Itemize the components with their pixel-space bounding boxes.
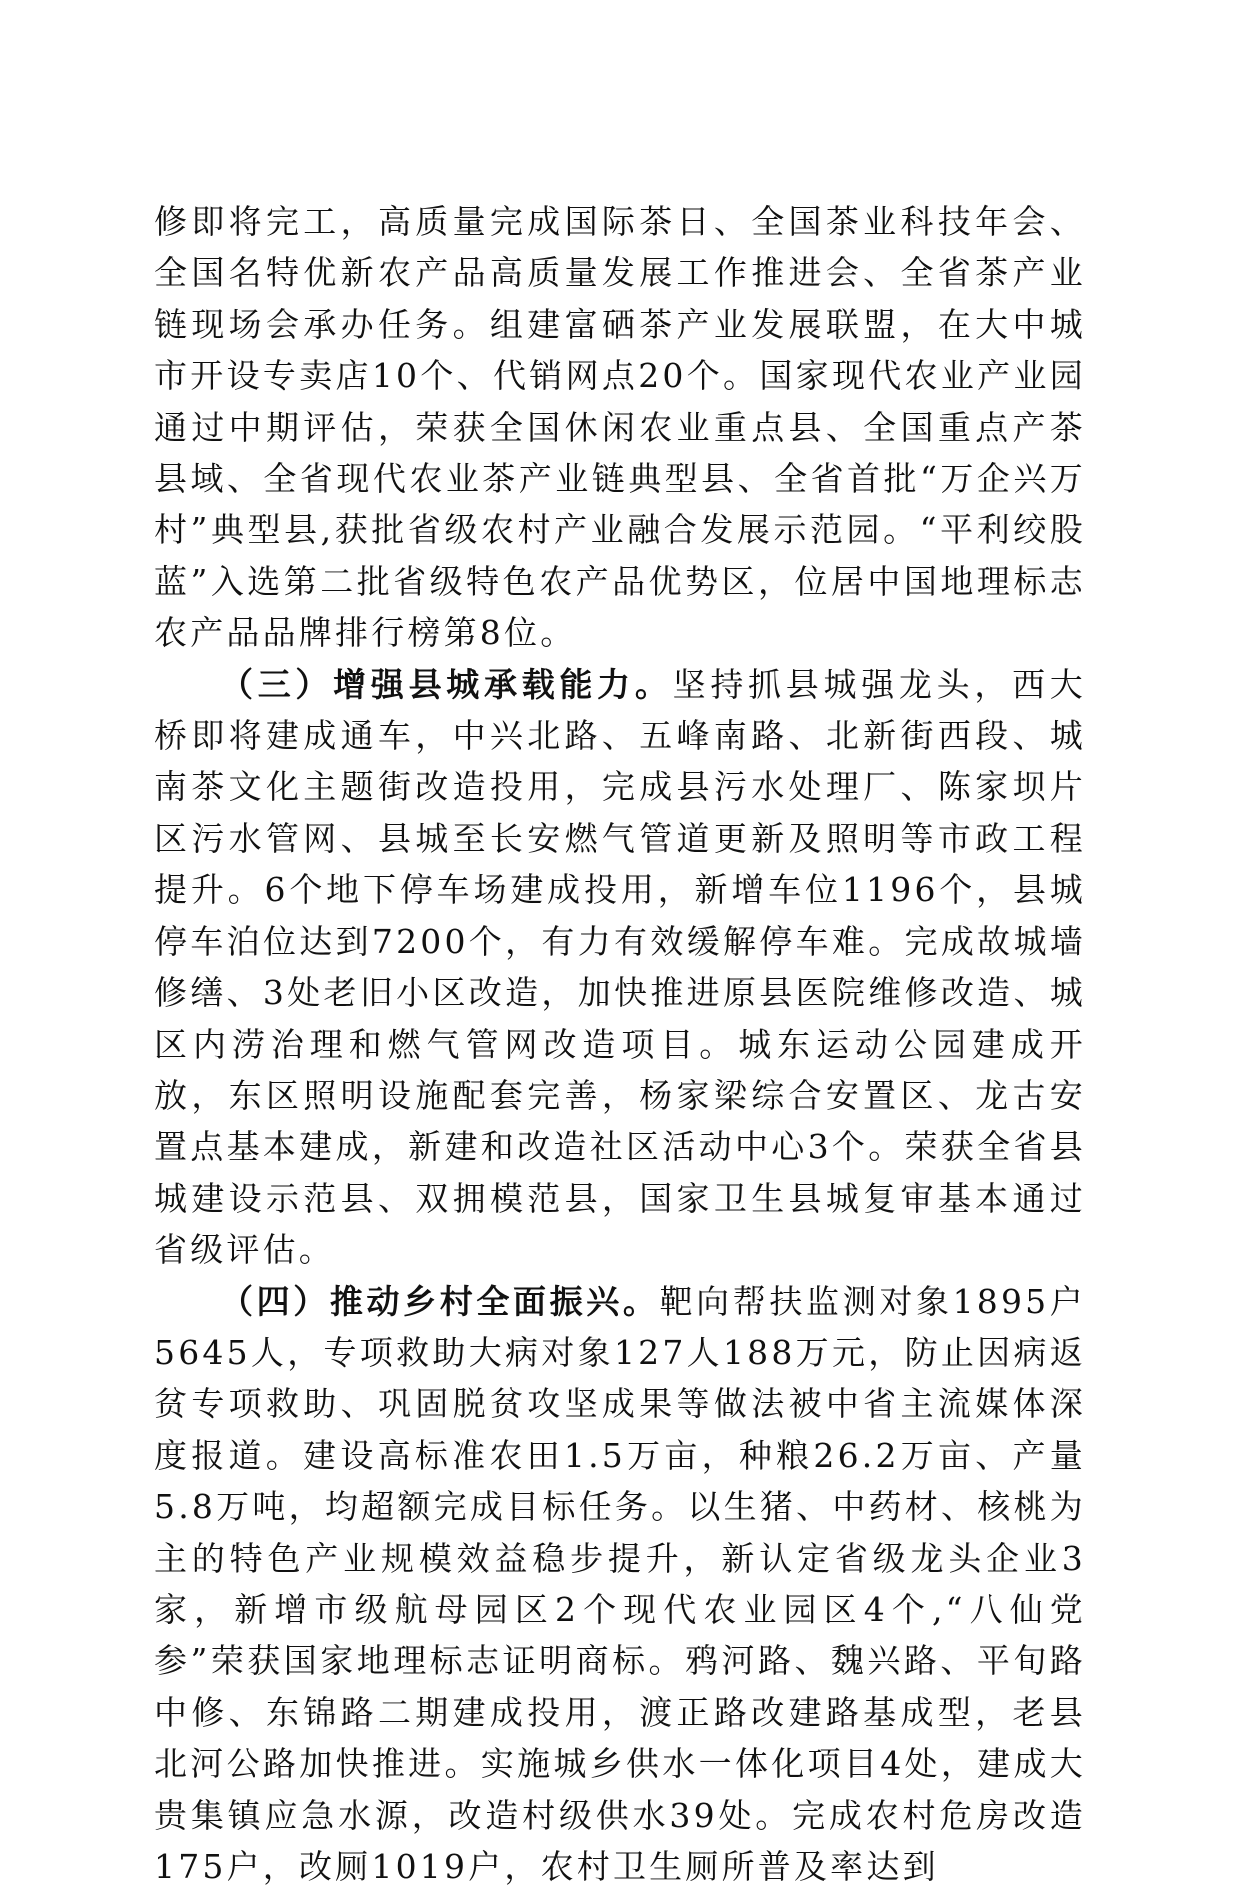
paragraph-body: 修即将完工，高质量完成国际茶日、全国茶业科技年会、全国名特优新农产品高质量发展工作推进会、全省茶产业链现场会承办任务。组建富硒茶产业发展联盟，在大中城市开设专卖店10个、代销网点20个。国家现代农业产业园通过中期评估，荣获全国休闲农业重点县、全国重点产茶县域、全省现代农业茶产业链典型县、全省首批“万企兴万村”典型县,获批省级农村产业融合发展示范园。“平利绞股蓝”入选第二批省级特色农产品优势区，位居中国地理标志农产品品牌排行榜第8位。: [154, 202, 1086, 653]
paragraph-body: 坚持抓县城强龙头，西大桥即将建成通车，中兴北路、五峰南路、北新街西段、城南茶文化主题街改造投用，完成县污水处理厂、陈家坝片区污水管网、县城至长安燃气管道更新及照明等市政工程提升。6个地下停车场建成投用，新增车位1196个，县城停车泊位达到7200个，有力有效缓解停车难。完成故城墙修缮、3处老旧小区改造，加快推进原县医院维修改造、城区内涝治理和燃气管网改造项目。城东运动公园建成开放，东区照明设施配套完善，杨家梁综合安置区、龙古安置点基本建成，新建和改造社区活动中心3个。荣获全省县城建设示范县、双拥模范县，国家卫生县城复审基本通过省级评估。: [154, 664, 1087, 1270]
paragraph-continuation: [154, 196, 1086, 659]
section-heading: （四）推动乡村全面振兴。: [220, 1281, 660, 1321]
document-page: [154, 196, 1086, 1892]
section-heading: （三）增强县城承载能力。: [220, 664, 673, 704]
paragraph-body: 靶向帮扶监测对象1895户5645人，专项救助大病对象127人188万元，防止因病返贫专项救助、巩固脱贫攻坚成果等做法被中省主流媒体深度报道。建设高标准农田1.5万亩，种粮26.2万亩、产量5.8万吨，均超额完成目标任务。以生猪、中药材、核桃为主的特色产业规模效益稳步提升，新认定省级龙头企业3家，新增市级航母园区2个现代农业园区4个,“八仙党参”荣获国家地理标志证明商标。鸦河路、魏兴路、平旬路中修、东锦路二期建成投用，渡正路改建路基成型，老县北河公路加快推进。实施城乡供水一体化项目4处，建成大贵集镇应急水源，改造村级供水39处。完成农村危房改造175户，改厕1019户，农村卫生厕所普及率达到: [154, 1281, 1086, 1886]
paragraph-county-town-capacity: [154, 659, 1086, 1276]
paragraph-rural-revitalization: [154, 1276, 1086, 1892]
